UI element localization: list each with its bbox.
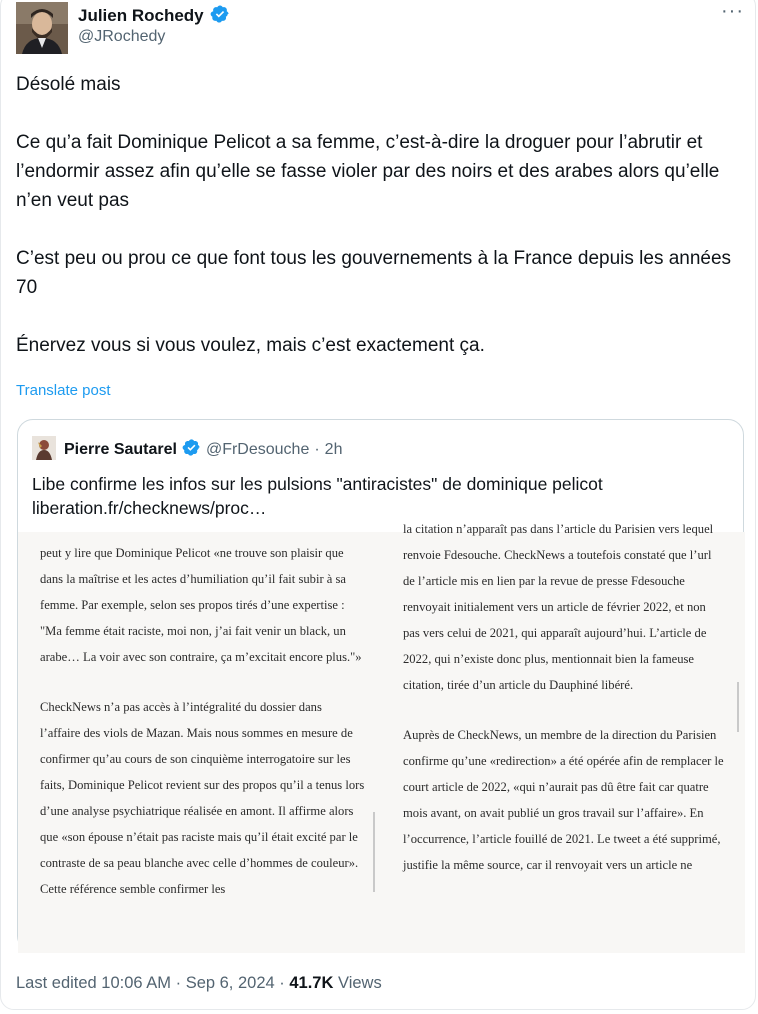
author-name[interactable]: Julien Rochedy [78,6,204,25]
left-scrollbar[interactable] [373,812,375,892]
views-count: 41.7K [289,974,334,992]
quote-timestamp: 2h [324,441,343,458]
more-horizontal-icon[interactable]: ··· [721,0,744,22]
article-paragraph: la citation n’apparaît pas dans l’article du Parisien vers lequel renvoie Fdesouche. CheckNews a toutefois constaté que l’url de l’article mis en lien par la revue de presse Fdesouche renvoyait initialement vers un article de février 2022, et non pas vers celui de 2021, qui apparaît aujourd’hui. L’article de 2022, qui n’existe donc plus, mentionnait bien la fameuse citation, tirée d’un article du Dauphiné libéré. [403,522,714,692]
post-paragraph: Ce qu’a fait Dominique Pelicot a sa femme, c’est-à-dire la droguer pour l’abrutir et l’endormir assez afin qu’elle se fasse violer par des noirs et des arabes alors qu’elle n’en veut pas [16,132,720,211]
post-paragraph: C’est peu ou prou ce que font tous les gouvernements à la France depuis les années 70 [16,248,732,298]
verified-badge-icon [182,438,201,462]
quote-author-name: Pierre Sautarel [64,441,177,458]
quote-separator: · [314,441,320,458]
quote-text [32,472,732,520]
quote-author-handle: @FrDesouche [205,441,310,458]
post-paragraph: Énervez vous si vous voulez, mais c’est exactement ça. [16,335,485,356]
quote-text-line: Libe confirme les infos sur les pulsions "antiracistes" de dominique pelicot [32,474,603,494]
views-label: Views [337,974,382,992]
post-paragraph: Désolé mais [16,74,121,95]
quote-author-avatar [32,436,56,460]
article-paragraph: Auprès de CheckNews, un membre de la direction du Parisien confirme qu’une «redirection» a été opérée afin de remplacer le court article de 2022, «qui n’aurait pas dû être fait car quatre mois avant, on avait publié un gros travail sur l’affaire». En l’occurrence, l’article fouillé de 2021. Le tweet a été supprimé, justifie la même source, car il renvoyait vers un article ne [403,728,724,872]
article-left-column [40,540,365,926]
verified-badge-icon [210,4,230,29]
quote-link[interactable]: liberation.fr/checknews/proc… [32,498,267,518]
post-meta [16,974,382,993]
last-edited-timestamp[interactable]: Last edited 10:06 AM · Sep 6, 2024 · [16,974,285,992]
quoted-post[interactable] [17,419,744,952]
post-body [16,70,744,389]
article-right-column [403,516,725,902]
author-avatar[interactable] [16,2,68,54]
author-name-row [78,4,230,28]
author-handle[interactable]: @JRochedy [78,28,166,45]
right-scrollbar[interactable] [737,682,739,732]
quote-header [64,438,342,462]
article-paragraph: CheckNews n’a pas accès à l’intégralité du dossier dans l’affaire des viols de Mazan. Mais nous sommes en mesure de confirmer qu’au cours de son cinquième interrogatoire sur les faits, Dominique Pelicot revient sur des propos qu’il a tenus lors d’une analyse psychiatrique réalisée en amont. Il affirme alors que «son épouse n’était pas raciste mais qu’il était excité par le contraste de sa peau blanche avec celle d’hommes de couleur». Cette référence semble confirmer les [40,700,365,896]
article-paragraph: peut y lire que Dominique Pelicot «ne trouve son plaisir que dans la maîtrise et les actes d’humiliation qu’il fait subir à sa femme. Par exemple, selon ses propos tirés d’une expertise : "Ma femme était raciste, moi non, j’ai fait venir un black, un arabe… La voir avec son contraire, ça m’excitait encore plus."» [40,546,362,664]
translate-post-link[interactable]: Translate post [16,382,111,399]
article-screenshot-image [18,522,745,953]
